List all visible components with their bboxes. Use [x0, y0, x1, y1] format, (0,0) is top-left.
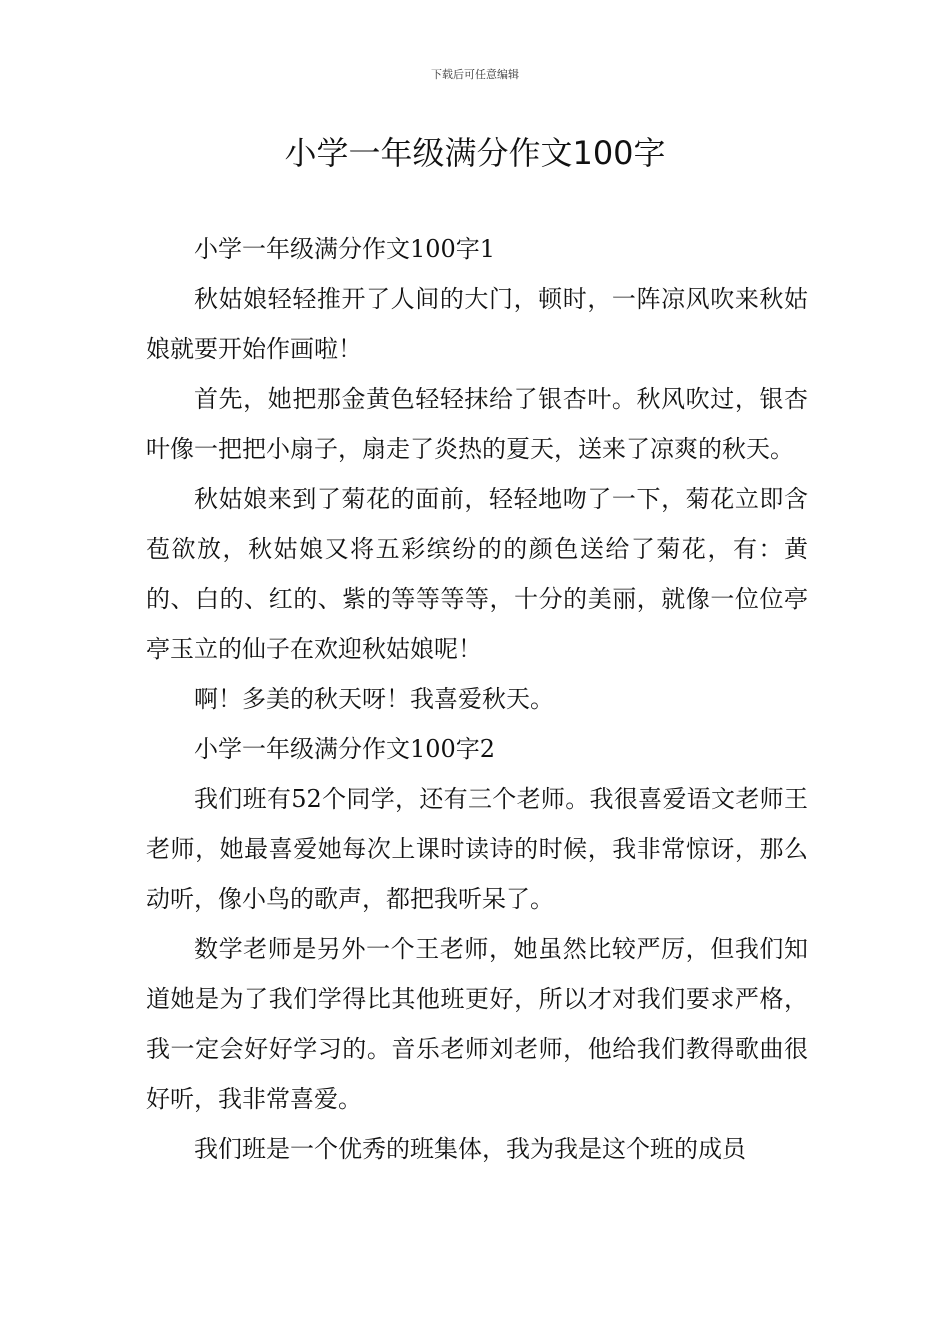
- document-body: [146, 224, 808, 1174]
- paragraph: 我们班有52个同学，还有三个老师。我很喜爱语文老师王老师，她最喜爱她每次上课时读诗的时候，我非常惊讶，那么动听，像小鸟的歌声，都把我听呆了。: [146, 785, 808, 913]
- document-title: 小学一年级满分作文100字: [284, 134, 666, 172]
- paragraph-heading-1: 小学一年级满分作文100字1: [194, 235, 496, 263]
- paragraph: 我们班是一个优秀的班集体，我为我是这个班的成员: [194, 1135, 746, 1163]
- paragraph: 啊！多美的秋天呀！我喜爱秋天。: [194, 685, 554, 713]
- paragraph: 秋姑娘来到了菊花的面前，轻轻地吻了一下，菊花立即含苞欲放，秋姑娘又将五彩缤纷的的颜色送给了菊花，有：黄的、白的、红的、紫的等等等等，十分的美丽，就像一位位亭亭玉立的仙子在欢迎秋姑娘呢！: [146, 485, 808, 663]
- paragraph: 秋姑娘轻轻推开了人间的大门，顿时，一阵凉风吹来秋姑娘就要开始作画啦！: [146, 285, 808, 363]
- paragraph: 首先，她把那金黄色轻轻抹给了银杏叶。秋风吹过，银杏叶像一把把小扇子，扇走了炎热的夏天，送来了凉爽的秋天。: [146, 385, 808, 463]
- paragraph: 数学老师是另外一个王老师，她虽然比较严厉，但我们知道她是为了我们学得比其他班更好，所以才对我们要求严格，我一定会好好学习的。音乐老师刘老师，他给我们教得歌曲很好听，我非常喜爱。: [146, 935, 808, 1113]
- header-note: 下载后可任意编辑: [431, 68, 519, 81]
- paragraph-heading-2: 小学一年级满分作文100字2: [194, 735, 496, 763]
